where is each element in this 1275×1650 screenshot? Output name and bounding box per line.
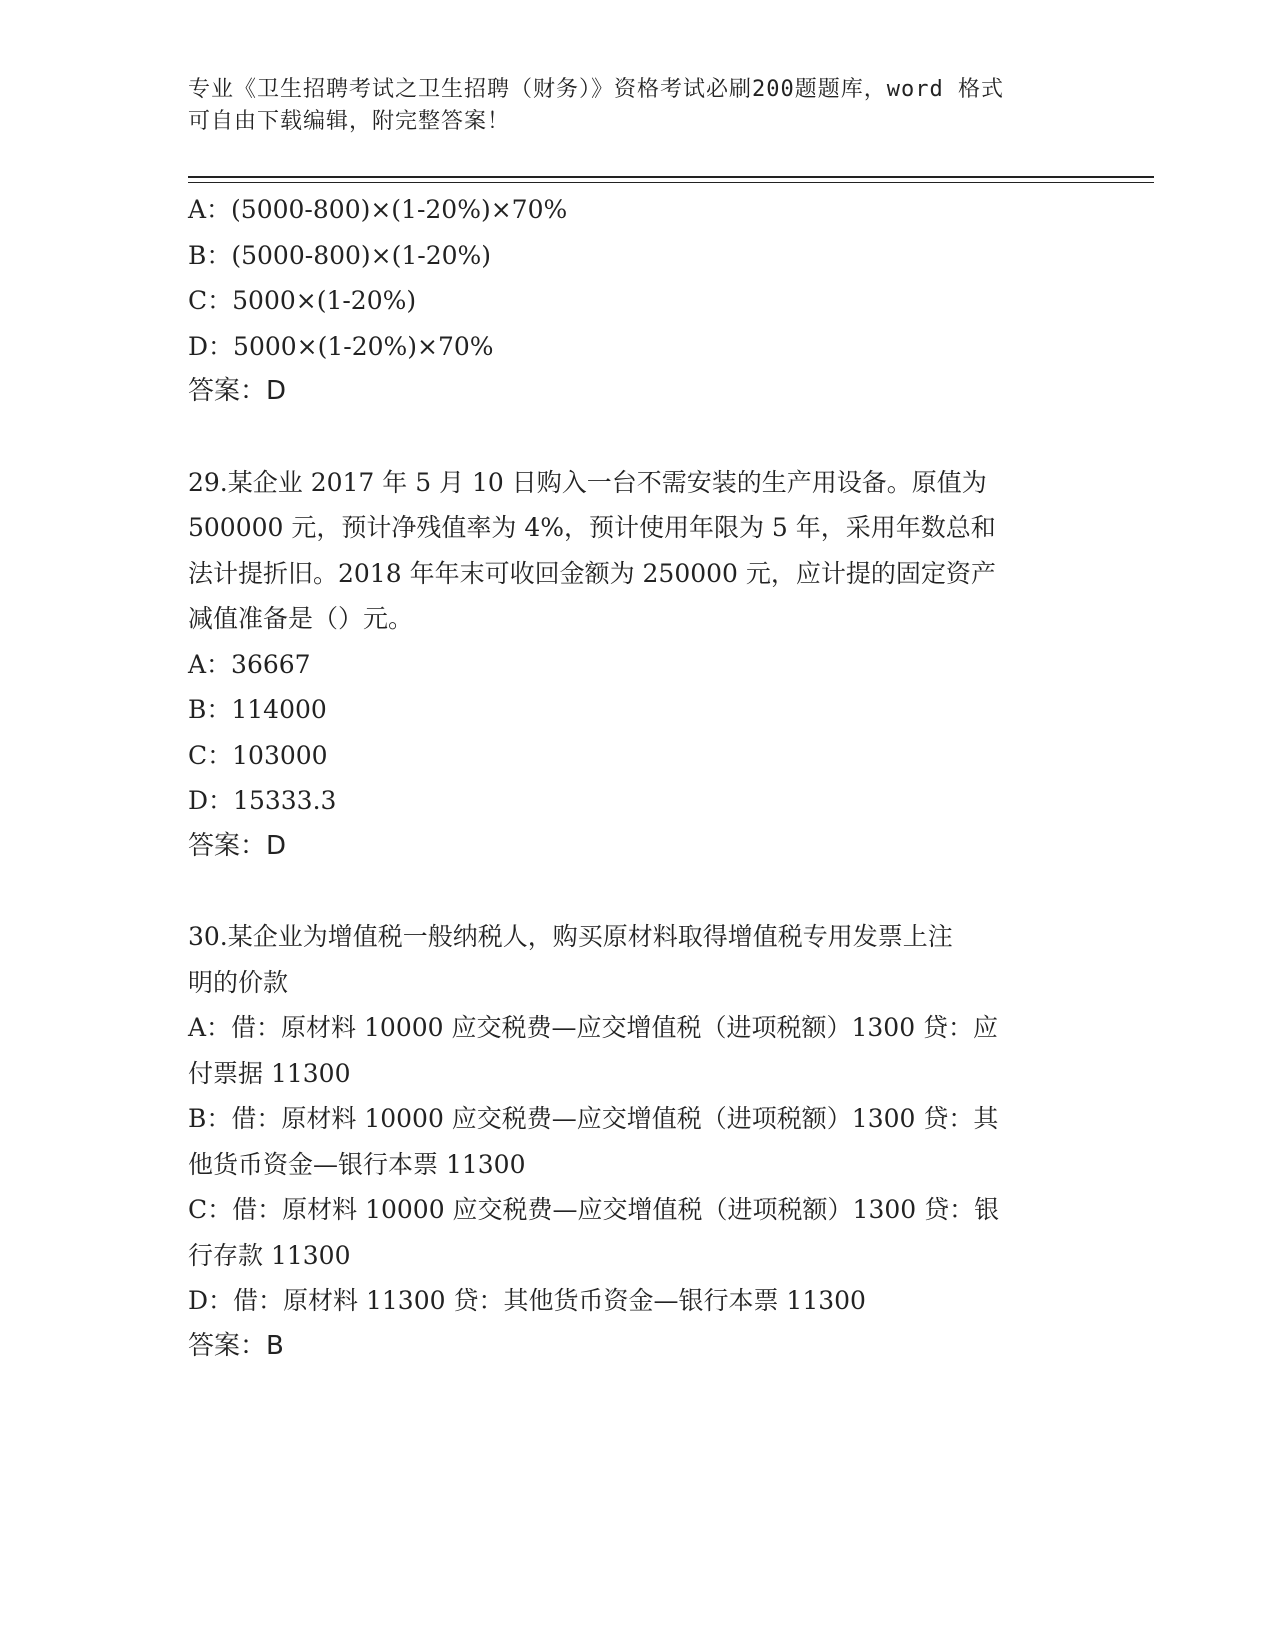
question-spacer: [188, 869, 1088, 914]
q30-option-a-line-2: 付票据 11300: [188, 1058, 351, 1088]
q28-option-c: C：5000×(1-20%): [188, 286, 417, 315]
q29-stem-line-3: 法计提折旧。2018 年年末可收回金额为 250000 元，应计提的固定资产: [188, 558, 996, 588]
q30-option-a-line-1: A：借：原材料 10000 应交税费—应交增值税（进项税额）1300 贷：应: [188, 1013, 999, 1042]
q28-option-a: A：(5000-800)×(1-20%)×70%: [188, 195, 568, 224]
q30-option-d: D：借：原材料 11300 贷：其他货币资金—银行本票 11300: [188, 1286, 866, 1315]
q29-stem-line-2: 500000 元，预计净残值率为 4%，预计使用年限为 5 年，采用年数总和: [188, 513, 996, 542]
q28-option-b: B：(5000-800)×(1-20%): [188, 240, 492, 270]
document-body: [188, 187, 1088, 1369]
q29-option-a: A：36667: [188, 649, 311, 679]
header-line-2: 可自由下载编辑，附完整答案！: [188, 109, 511, 134]
q30-option-b-line-1: B：借：原材料 10000 应交税费—应交增值税（进项税额）1300 贷：其: [188, 1104, 999, 1133]
q30-stem-line-1: 30.某企业为增值税一般纳税人，购买原材料取得增值税专用发票上注: [188, 922, 953, 951]
q30-option-b-line-2: 他货币资金—银行本票 11300: [188, 1149, 526, 1179]
header-rule-thin: [188, 182, 1154, 183]
q28-option-d: D：5000×(1-20%)×70%: [188, 331, 494, 361]
q29-stem-line-1: 29.某企业 2017 年 5 月 10 日购入一台不需安装的生产用设备。原值为: [188, 467, 987, 497]
question-28-options: [188, 187, 1088, 415]
q30-answer: 答案：B: [188, 1330, 284, 1361]
q29-option-b: B：114000: [188, 695, 327, 724]
question-29: [188, 460, 1088, 870]
q29-answer: 答案：D: [188, 830, 287, 861]
q30-option-c-line-1: C：借：原材料 10000 应交税费—应交增值税（进项税额）1300 贷：银: [188, 1195, 1000, 1224]
q29-stem-line-4: 减值准备是（）元。: [188, 604, 414, 633]
question-30: [188, 914, 1088, 1369]
q29-option-d: D：15333.3: [188, 786, 337, 815]
header-line-1: 专业《卫生招聘考试之卫生招聘（财务）》资格考试必刷200题题库，word 格式: [188, 77, 1004, 102]
q30-stem-line-2: 明的价款: [188, 967, 289, 997]
q29-option-c: C：103000: [188, 740, 328, 770]
document-header: [188, 74, 1088, 138]
header-rule-thick: [188, 176, 1154, 178]
question-spacer: [188, 415, 1088, 460]
q30-option-c-line-2: 行存款 11300: [188, 1240, 351, 1270]
q28-answer: 答案：D: [188, 376, 287, 406]
